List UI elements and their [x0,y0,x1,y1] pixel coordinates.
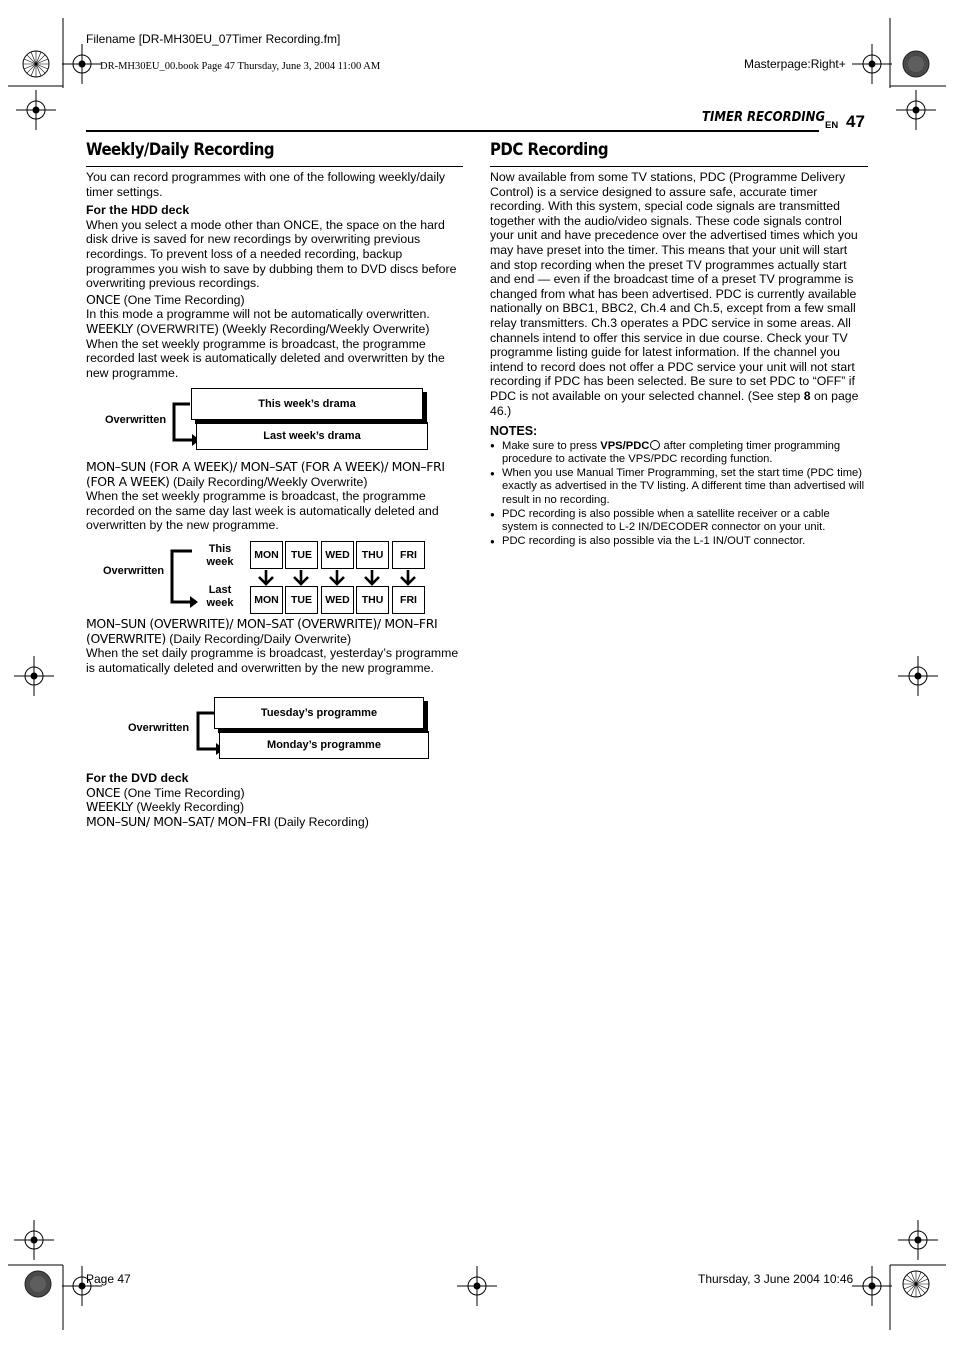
dvd-daily-desc: (Daily Recording) [270,814,369,829]
last-week-day-wed: WED [321,586,354,614]
diagram1-overwritten-label: Overwritten [105,414,167,426]
this-week-day-wed: WED [321,541,354,569]
running-head-lang: EN [825,120,839,131]
this-week-day-tue: TUE [285,541,318,569]
registration-mark-icon [62,44,102,84]
left-title-rule [86,166,463,167]
pdc-title: PDC Recording [490,140,609,160]
dvd-once-entry [86,786,464,801]
diagram1-bottom-box: Last week’s drama [196,422,428,450]
registration-mark-icon [852,44,892,84]
footer-date-label: Thursday, 3 June 2004 10:46 [698,1272,854,1286]
monsun-week-mode: MON–SUN (FOR A WEEK)/ MON–SAT (FOR A WEEK)/ MON–FRI (FOR A WEEK) [86,459,445,489]
this-week-day-mon: MON [250,541,283,569]
this-week-label: This week [206,543,234,568]
dvd-daily-mode: MON–SUN/ MON–SAT/ MON–FRI [86,813,271,829]
left-text-block-2 [86,460,464,533]
registration-star-icon [23,51,49,77]
header-rule [86,130,819,132]
this-week-day-thu: THU [356,541,389,569]
left-text-block-1 [86,170,464,380]
registration-mark-icon [898,1220,938,1260]
once-entry [86,293,464,308]
monsun-week-text: When the set weekly programme is broadcast, the programme recorded on the same day last week is automatically deleted and overwritten by the new programme. [86,489,439,533]
registration-dark-icon [25,1271,51,1297]
registration-mark-icon [14,656,54,696]
weekly-mode: WEEKLY [86,320,133,336]
monsun-week-desc: (Daily Recording/Weekly Overwrite) [169,474,368,489]
pdc-body [490,170,868,418]
pdc-body-step: 8 [803,388,811,403]
monsun-ow-mode: MON–SUN (OVERWRITE)/ MON–SAT (OVERWRITE)/ MON–FRI (OVERWRITE) [86,616,438,646]
monsun-ow-entry [86,617,464,646]
registration-star-icon [903,1271,929,1297]
registration-mark-icon [16,90,56,130]
registration-mark-icon [896,90,936,130]
weekly-text: When the set weekly programme is broadcast, the programme recorded last week is automatically deleted and overwritten by the new programme. [86,336,445,380]
note-item: ● PDC recording is also possible via the L-1 IN/OUT connector. [490,535,868,549]
monsun-ow-desc: (Daily Recording/Daily Overwrite) [165,631,352,646]
registration-mark-icon [14,1220,54,1260]
this-week-day-fri: FRI [392,541,425,569]
dvd-heading: For the DVD deck [86,771,189,785]
notes-list [490,439,868,549]
once-text: In this mode a programme will not be automatically overwritten. [86,307,430,322]
diagram3-overwritten-label: Overwritten [128,722,190,734]
note-item [490,439,868,467]
note1-text: Make sure to press [502,439,601,452]
dvd-once-mode: ONCE [86,784,121,800]
diagram3-bottom-box: Monday’s programme [219,731,429,759]
diagram2-overwritten-label: Overwritten [103,565,165,577]
note-item: ● When you use Manual Timer Programming, set the start time (PDC time) exactly as advertised in the TV listing. A different time than advertised will result in no recording. [490,467,868,508]
down-arrows-icon [250,569,430,587]
dvd-weekly-desc: (Weekly Recording) [132,800,245,815]
dvd-daily-entry [86,815,464,830]
filename-label: Filename [DR-MH30EU_07Timer Recording.fm] [86,32,341,46]
monsun-ow-text: When the set daily programme is broadcast, yesterday’s programme is automatically deleted and overwritten by the new programme. [86,646,459,675]
weekly-overwrite-diagram [86,386,436,452]
dvd-weekly-mode: WEEKLY [86,799,133,815]
dvd-weekly-entry [86,800,464,815]
last-week-day-fri: FRI [392,586,425,614]
footer-page-label: Page 47 [86,1272,131,1286]
weekly-daily-title: Weekly/Daily Recording [86,140,275,160]
book-info-label: DR-MH30EU_00.book Page 47 Thursday, June 3, 2004 11:00 AM [100,61,381,72]
weekly-entry [86,322,464,337]
once-desc: (One Time Recording) [120,292,245,307]
hdd-heading: For the HDD deck [86,203,190,218]
note1-key: VPS/PDC [600,439,650,452]
diagram1-top-box: This week’s drama [191,388,423,420]
once-mode: ONCE [86,291,121,307]
clock-icon [650,440,660,450]
diagram3-top-box: Tuesday’s programme [214,697,424,729]
page-number: 47 [846,112,865,131]
left-text-block-4 [86,771,464,829]
dvd-once-desc: (One Time Recording) [120,785,245,800]
monsun-week-entry [86,460,464,489]
notes-heading: NOTES: [490,424,538,439]
last-week-day-tue: TUE [285,586,318,614]
daily-weekly-overwrite-diagram [86,540,436,616]
running-head-section: TIMER RECORDING [702,110,826,125]
registration-mark-icon [898,656,938,696]
right-title-rule [490,166,868,167]
last-week-day-thu: THU [356,586,389,614]
diagram2-arrow-icon [164,548,204,608]
daily-overwrite-diagram [86,695,436,761]
pdc-body-main: Now available from some TV stations, PDC (Programme Delivery Control) is a service designed to assure safe, accurate timer recording. With this system, special code signals are transmitted together with the audio/video signals. These code signals control your unit and have precedence over the advertised times which you may have preset into the timer. This means that your unit will start and stop recording when the preset TV programmes actually start and end — even if the broadcast time of a preset TV programme is changed from what has been advertised. PDC is currently available nationally on BBC1, BBC2, Ch.4 and Ch.5, except from a few small relay transmitters. Ch.3 operates a PDC service in some areas. All channels intend to offer this service in due course. Check your TV programme listing guide for latest information. If the channel you intend to record does not offer a PDC service your unit will not start recording if PDC has been selected. Be sure to set PDC to “OFF” if PDC is not available on your selected channel. (See step [490,170,858,403]
masterpage-label: Masterpage:Right+ [744,57,846,71]
left-text-block-3 [86,617,464,675]
last-week-label: Last week [206,584,234,609]
intro-text: You can record programmes with one of the following weekly/daily timer settings. [86,170,446,199]
right-text-block [490,170,868,548]
last-week-day-mon: MON [250,586,283,614]
weekly-desc: (OVERWRITE) (Weekly Recording/Weekly Overwrite) [132,321,430,336]
registration-dark-icon [903,51,929,77]
registration-mark-icon [457,1266,497,1306]
registration-mark-icon [852,1266,892,1306]
note-item: ● PDC recording is also possible when a satellite receiver or a cable system is connected to L-2 IN/DECODER connector on your unit. [490,508,868,535]
hdd-text: When you select a mode other than ONCE, the space on the hard disk drive is saved for new recordings by overwriting previous recordings. To prevent loss of a needed recording, backup programmes you wish to save by dubbing them to DVD discs before overwriting previous recordings. [86,217,457,291]
pdc-body-end: on page 46.) [490,388,859,418]
note1-text-end: after completing timer programming procedure to activate the VPS/PDC recording function. [502,439,841,466]
